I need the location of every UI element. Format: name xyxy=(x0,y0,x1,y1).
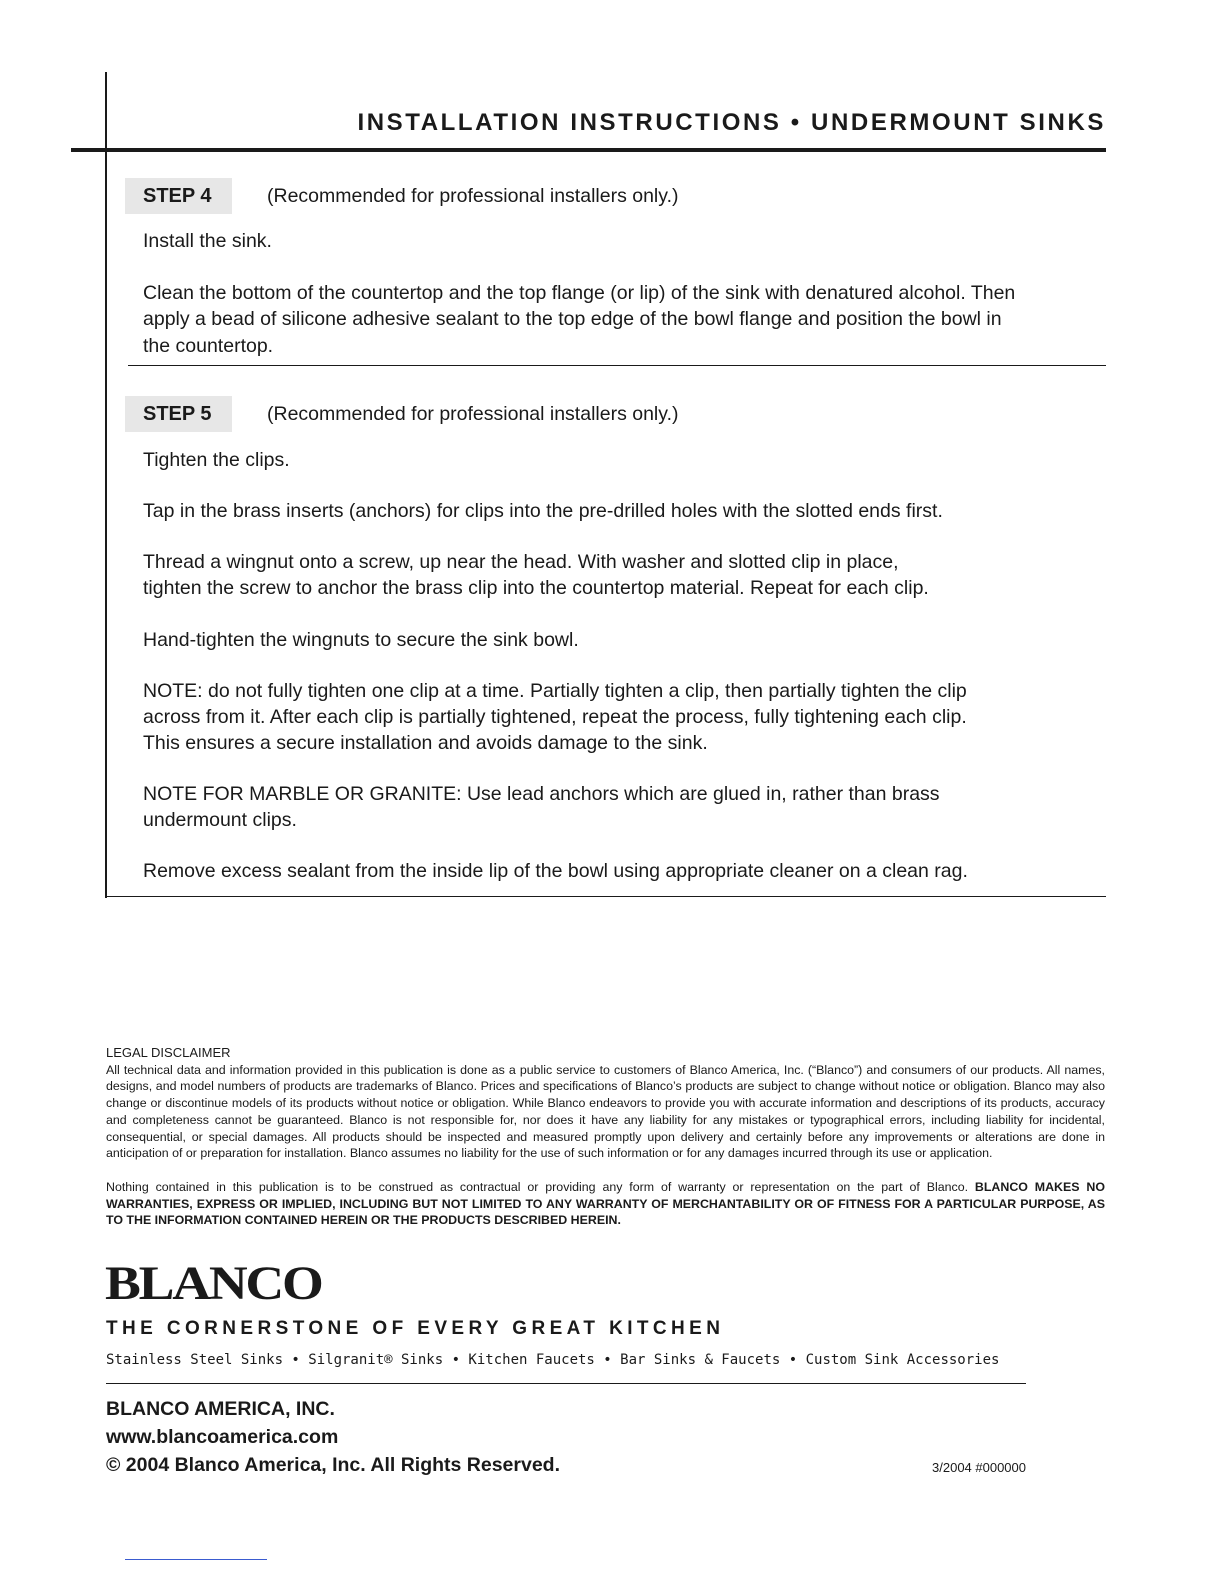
page-title: INSTALLATION INSTRUCTIONS • UNDERMOUNT SINKS xyxy=(357,109,1106,136)
section-divider xyxy=(128,365,1106,366)
step-4-paragraph: apply a bead of silicone adhesive sealant to the top edge of the bowl flange and position the bowl in xyxy=(143,308,1002,330)
step-4-note: (Recommended for professional installers only.) xyxy=(267,184,679,207)
blanco-logo: BLANCO xyxy=(105,1257,322,1310)
legal-warranty-text: Nothing contained in this publication is to be construed as contractual or providing any form of warranty or representation on the part of Blanco. xyxy=(106,1179,969,1194)
step-5-paragraph: Tap in the brass inserts (anchors) for clips into the pre-drilled holes with the slotted ends first. xyxy=(143,500,943,522)
step-5-paragraph: Remove excess sealant from the inside lip of the bowl using appropriate cleaner on a clean rag. xyxy=(143,860,968,882)
legal-title: LEGAL DISCLAIMER xyxy=(106,1045,231,1060)
copyright: © 2004 Blanco America, Inc. All Rights Reserved. xyxy=(106,1454,561,1476)
step-5-note: (Recommended for professional installers only.) xyxy=(267,402,679,425)
legal-warranty xyxy=(106,1179,1105,1229)
step-5-badge: STEP 5 xyxy=(125,396,232,432)
step-5-paragraph: NOTE: do not fully tighten one clip at a time. Partially tighten a clip, then partially tighten the clip xyxy=(143,680,967,702)
header-rule xyxy=(71,148,1106,152)
step-4-paragraph: Clean the bottom of the countertop and the top flange (or lip) of the sink with denatured alcohol. Then xyxy=(143,282,1016,304)
step-5-paragraph: undermount clips. xyxy=(143,809,297,831)
step-4-paragraph: the countertop. xyxy=(143,335,274,357)
step-5-paragraph: tighten the screw to anchor the brass clip into the countertop material. Repeat for each clip. xyxy=(143,577,929,599)
website-link[interactable]: www.blancoamerica.com xyxy=(106,1426,339,1448)
legal-body: All technical data and information provided in this publication is done as a public service to customers of Blanco America, Inc. (“Blanco”) and consumers of our products. All names, designs, and model numbers of products are trademarks of Blanco. Prices and specifications of Blanco’s products are subject to change without notice or obligation. Blanco may also change or discontinue models of its products without notice or obligation. While Blanco endeavors to provide you with accurate information and descriptions of its products, accuracy and completeness cannot be guaranteed. Blanco is not responsible for, nor does it have any liability for any mistakes or typographical errors, including liability for incidental, consequential, or special damages. All products should be inspected and measured promptly upon delivery and certainly before any improvements or alterations are done in anticipation of or preparation for installation. Blanco assumes no liability for the use of such information or for any damages incurred through its use or application. xyxy=(106,1062,1105,1161)
step-5-paragraph: NOTE FOR MARBLE OR GRANITE: Use lead anchors which are glued in, rather than brass xyxy=(143,783,940,805)
product-list: Stainless Steel Sinks • Silgranit® Sinks • Kitchen Faucets • Bar Sinks & Faucets • Custom Sink Accessories xyxy=(106,1352,1000,1368)
step-5-paragraph: across from it. After each clip is partially tightened, repeat the process, fully tightening each clip. xyxy=(143,706,967,728)
step-4-heading xyxy=(125,178,678,214)
legal-warranty-bold: BLANCO MAKES NO WARRANTIES, EXPRESS OR IMPLIED, INCLUDING BUT NOT LIMITED TO ANY WARRANTY OF MERCHANTABILITY OR OF FITNESS FOR A PARTICULAR PURPOSE, AS TO THE INFORMATION CONTAINED HEREIN OR THE PRODUCTS DESCRIBED HEREIN. xyxy=(106,1179,1105,1228)
link-underline xyxy=(125,1559,267,1560)
company-name: BLANCO AMERICA, INC. xyxy=(106,1398,335,1420)
footer-rule xyxy=(106,1383,1026,1384)
document-id: 3/2004 #000000 xyxy=(932,1460,1026,1475)
step-5-paragraph: Tighten the clips. xyxy=(143,449,290,471)
legal-disclaimer xyxy=(106,1045,1105,1229)
step-4-badge: STEP 4 xyxy=(125,178,232,214)
step-5-heading xyxy=(125,396,678,432)
tagline: THE CORNERSTONE OF EVERY GREAT KITCHEN xyxy=(106,1318,725,1339)
section-divider xyxy=(107,896,1106,897)
step-5-paragraph: Hand-tighten the wingnuts to secure the sink bowl. xyxy=(143,629,579,651)
step-4-paragraph: Install the sink. xyxy=(143,230,272,252)
step-5-paragraph: Thread a wingnut onto a screw, up near the head. With washer and slotted clip in place, xyxy=(143,551,899,573)
left-vertical-rule xyxy=(105,72,107,898)
step-5-paragraph: This ensures a secure installation and avoids damage to the sink. xyxy=(143,732,708,754)
